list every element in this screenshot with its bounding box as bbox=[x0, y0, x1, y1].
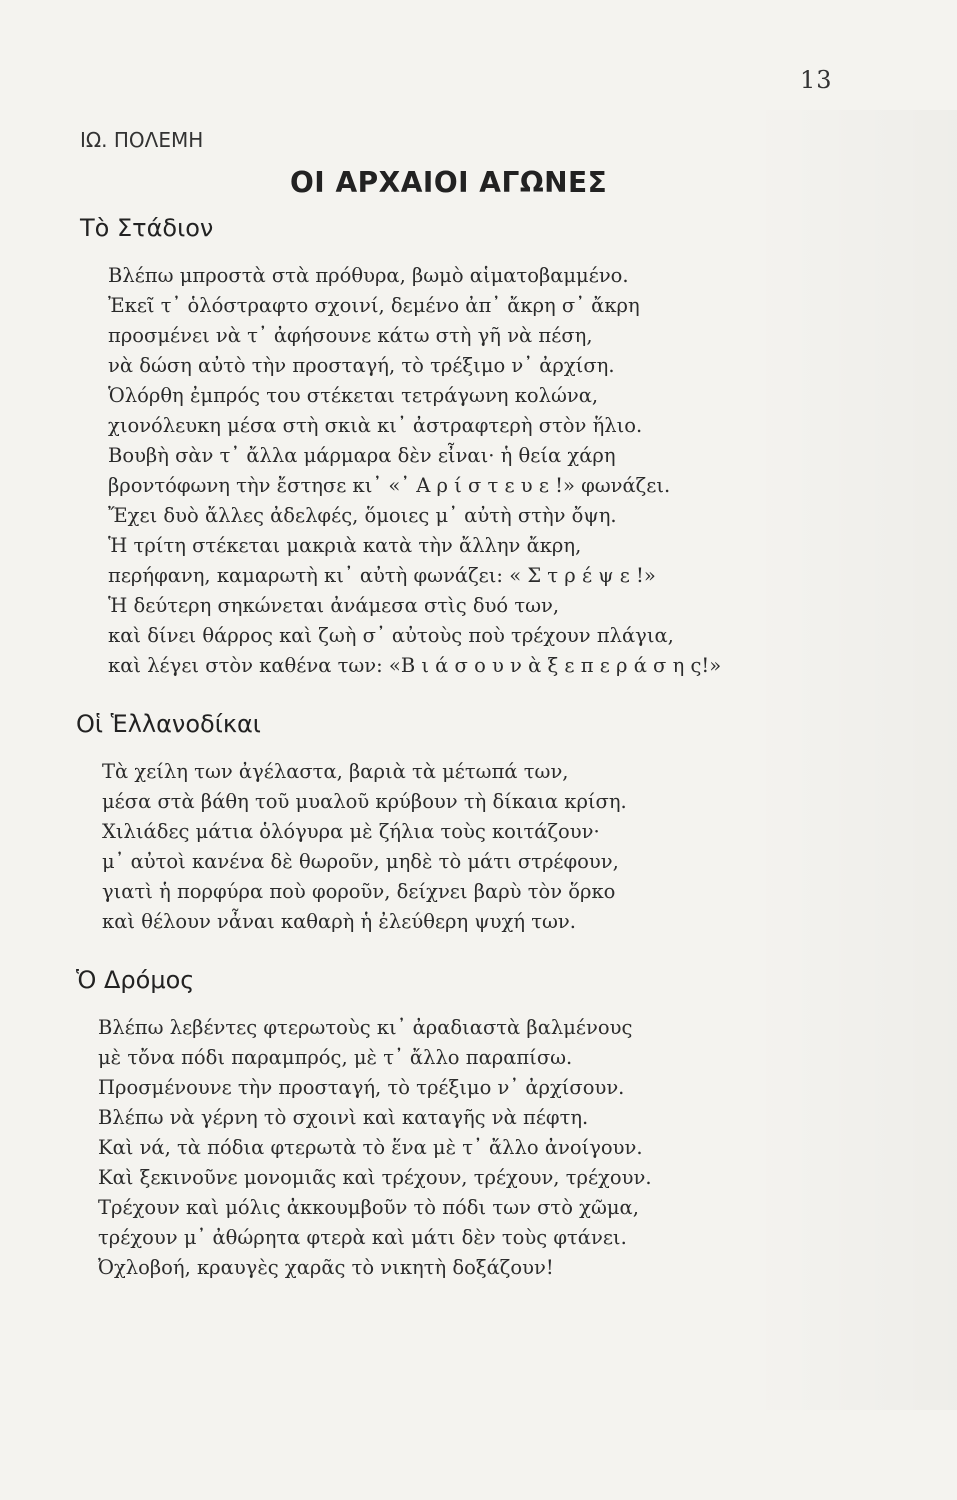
verse-line: Βλέπω νὰ γέρνη τὸ σχοινὶ καὶ καταγῆς νὰ πέφτη. bbox=[98, 1106, 589, 1129]
verse-line: γιατὶ ἡ πορφύρα ποὺ φοροῦν, δείχνει βαρὺ τὸν ὅρκο bbox=[102, 880, 616, 903]
section-heading-hellanodikai: Οἱ Ἑλλανοδίκαι bbox=[76, 710, 261, 738]
verse-line: Ἡ τρίτη στέκεται μακριὰ κατὰ τὴν ἄλλην ἄκρη, bbox=[108, 534, 582, 557]
verse-line: Τρέχουν καὶ μόλις ἀκκουμβοῦν τὸ πόδι των στὸ χῶμα, bbox=[98, 1196, 639, 1219]
verse-line: Ἐκεῖ τ᾽ ὁλόστραφτο σχοινί, δεμένο ἀπ᾽ ἄκρη σ᾽ ἄκρη bbox=[108, 294, 640, 317]
verse-line: Ἔχει δυὸ ἄλλες ἀδελφές, ὅμοιες μ᾽ αὐτὴ στὴν ὄψη. bbox=[108, 504, 617, 527]
page-number: 13 bbox=[800, 66, 833, 94]
poem-title: ΟΙ ΑΡΧΑΙΟΙ ΑΓΩΝΕΣ bbox=[290, 166, 608, 199]
verse-line: Ἡ δεύτερη σηκώνεται ἀνάμεσα στὶς δυό των, bbox=[108, 594, 560, 617]
verse-line: χιονόλευκη μέσα στὴ σκιὰ κι᾽ ἀστραφτερὴ στὸν ἥλιο. bbox=[108, 414, 643, 437]
verse-line: Βουβὴ σὰν τ᾽ ἄλλα μάρμαρα δὲν εἶναι· ἡ θεία χάρη bbox=[108, 444, 616, 467]
verse-line: Προσμένουνε τὴν προσταγή, τὸ τρέξιμο ν᾽ ἀρχίσουν. bbox=[98, 1076, 625, 1099]
verse-line: καὶ δίνει θάρρος καὶ ζωὴ σ᾽ αὐτοὺς ποὺ τρέχουν πλάγια, bbox=[108, 624, 674, 647]
verse-line: περήφανη, καμαρωτὴ κι᾽ αὐτὴ φωνάζει: « Σ τ ρ έ ψ ε !» bbox=[108, 564, 656, 587]
section-heading-dromos: Ὁ Δρόμος bbox=[76, 966, 195, 994]
verse-line: Βλέπω μπροστὰ στὰ πρόθυρα, βωμὸ αἱματοβαμμένο. bbox=[108, 264, 629, 287]
verse-line: Τὰ χείλη των ἀγέλαστα, βαριὰ τὰ μέτωπά των, bbox=[102, 760, 569, 783]
verse-line: μὲ τὄνα πόδι παραμπρός, μὲ τ᾽ ἄλλο παραπίσω. bbox=[98, 1046, 573, 1069]
author-name: ΙΩ. ΠΟΛΕΜΗ bbox=[80, 128, 204, 152]
verse-line: Ὁλόρθη ἐμπρός του στέκεται τετράγωνη κολώνα, bbox=[108, 384, 599, 407]
verse-line: Βλέπω λεβέντες φτερωτοὺς κι᾽ ἀραδιαστὰ βαλμένους bbox=[98, 1016, 633, 1039]
bleed-through-shadow bbox=[747, 110, 957, 1410]
verse-line: Καὶ ξεκινοῦνε μονομιᾶς καὶ τρέχουν, τρέχουν, τρέχουν. bbox=[98, 1166, 652, 1189]
verse-line: μέσα στὰ βάθη τοῦ μυαλοῦ κρύβουν τὴ δίκαια κρίση. bbox=[102, 790, 627, 813]
verse-line: νὰ δώση αὐτὸ τὴν προσταγή, τὸ τρέξιμο ν᾽ ἀρχίση. bbox=[108, 354, 615, 377]
verse-line: βροντόφωνη τὴν ἔστησε κι᾽ «᾽ Α ρ ί σ τ ε υ ε !» φωνάζει. bbox=[108, 474, 671, 497]
verse-line: καὶ λέγει στὸν καθένα των: «Β ι ά σ ο υ ν ὰ ξ ε π ε ρ ά σ η ς!» bbox=[108, 654, 722, 677]
verse-line: τρέχουν μ᾽ ἀθώρητα φτερὰ καὶ μάτι δὲν τοὺς φτάνει. bbox=[98, 1226, 627, 1249]
section-heading-stadion: Τὸ Στάδιον bbox=[80, 214, 214, 242]
verse-line: Χιλιάδες μάτια ὁλόγυρα μὲ ζήλια τοὺς κοιτάζουν· bbox=[102, 820, 600, 843]
verse-line: Καὶ νά, τὰ πόδια φτερωτὰ τὸ ἕνα μὲ τ᾽ ἄλλο ἀνοίγουν. bbox=[98, 1136, 643, 1159]
verse-line: μ᾽ αὐτοὶ κανένα δὲ θωροῦν, μηδὲ τὸ μάτι στρέφουν, bbox=[102, 850, 619, 873]
verse-line: Ὀχλοβοή, κραυγὲς χαρᾶς τὸ νικητὴ δοξάζουν! bbox=[98, 1256, 554, 1279]
verse-line: καὶ θέλουν νἆναι καθαρὴ ἡ ἐλεύθερη ψυχή των. bbox=[102, 910, 576, 933]
verse-line: προσμένει νὰ τ᾽ ἀφήσουνε κάτω στὴ γῆ νὰ πέση, bbox=[108, 324, 593, 347]
